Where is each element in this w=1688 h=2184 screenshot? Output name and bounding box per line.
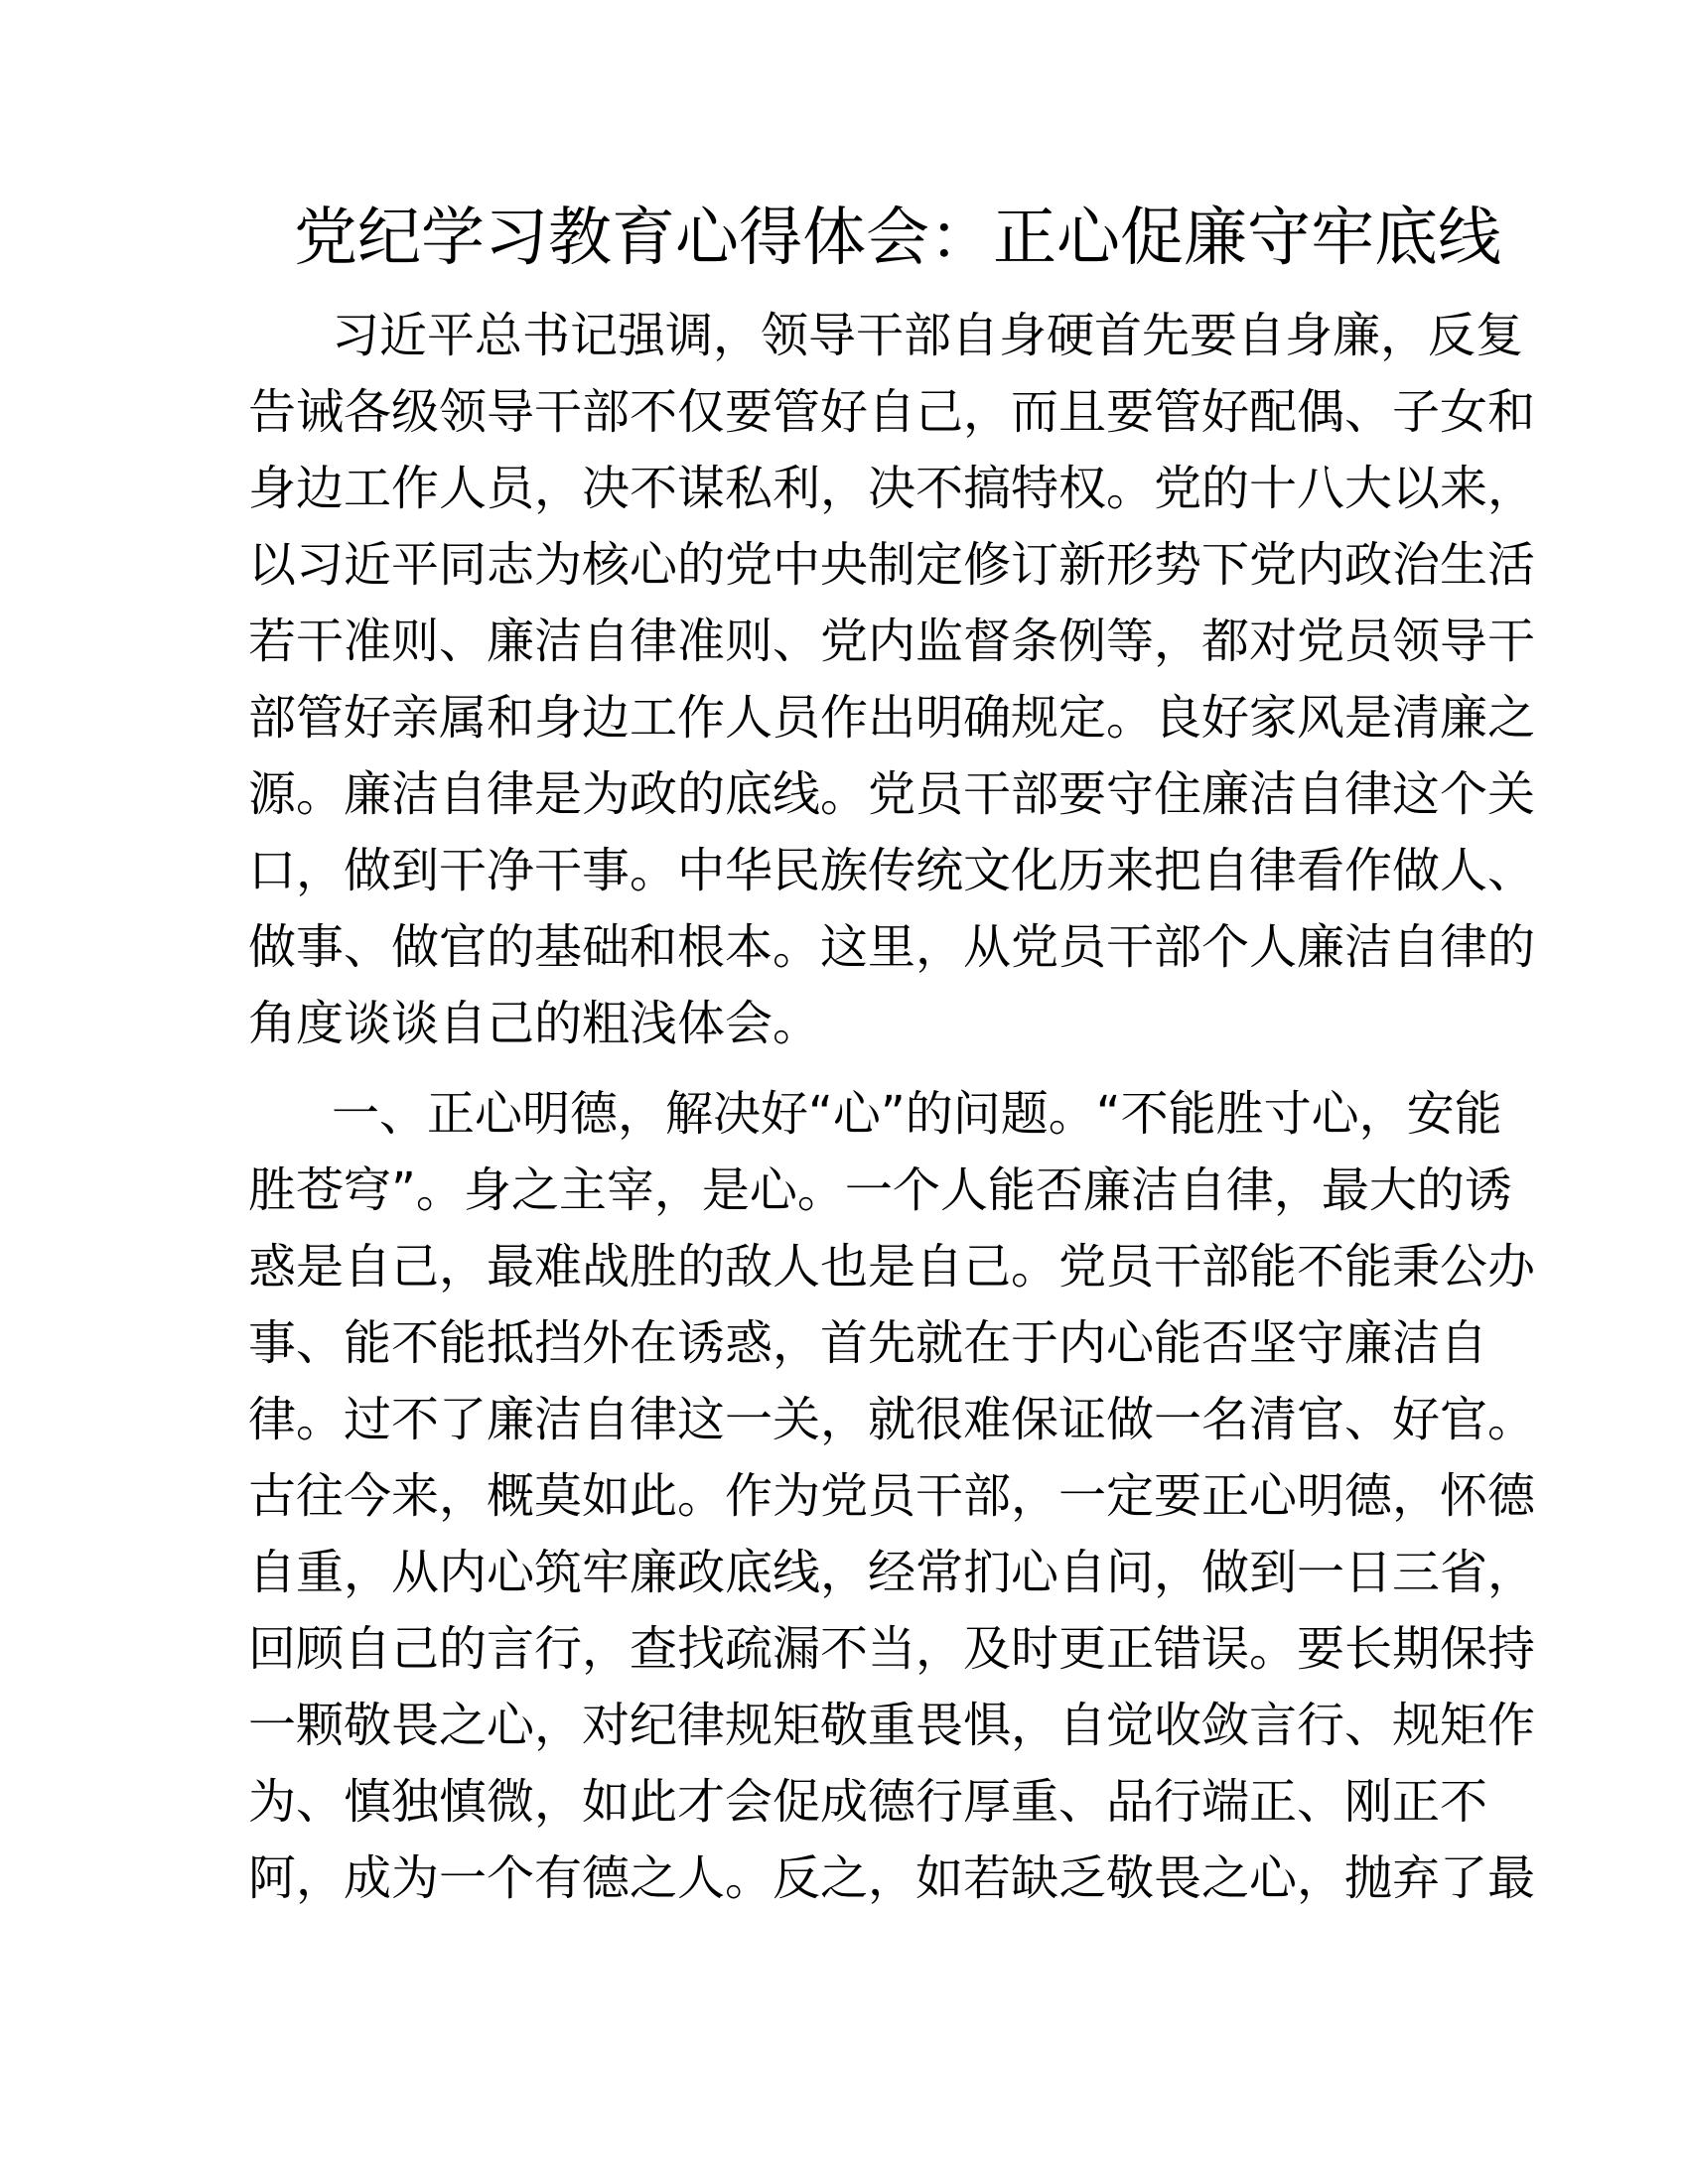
text-line: 身边工作人员，决不谋私利，决不搞特权。党的十八大以来， xyxy=(248,461,1536,516)
text-line: 告诫各级领导干部不仅要管好自己，而且要管好配偶、子女和 xyxy=(248,384,1536,440)
text-line: 习近平总书记强调，领导干部自身硬首先要自身廉，反复 xyxy=(332,308,1524,363)
paragraph-1 xyxy=(248,298,1536,1062)
paragraph-2 xyxy=(248,1076,1536,1917)
text-line: 阿，成为一个有德之人。反之，如若缺乏敬畏之心，抛弃了最 xyxy=(248,1850,1536,1906)
text-line: 做事、做官的基础和根本。这里，从党员干部个人廉洁自律的 xyxy=(248,919,1536,975)
text-line: 自重，从内心筑牢廉政底线，经常扪心自问，做到一日三省， xyxy=(248,1545,1536,1600)
text-line: 惑是自己，最难战胜的敌人也是自己。党员干部能不能秉公办 xyxy=(248,1239,1536,1295)
text-line: 一、正心明德，解决好“心”的问题。“不能胜寸心，安能 xyxy=(332,1086,1502,1142)
text-line: 事、能不能抵挡外在诱惑，首先就在于内心能否坚守廉洁自 xyxy=(248,1315,1488,1371)
text-line: 为、慎独慎微，如此才会促成德行厚重、品行端正、刚正不 xyxy=(248,1774,1488,1830)
text-line: 一颗敬畏之心，对纪律规矩敬重畏惧，自觉收敛言行、规矩作 xyxy=(248,1698,1536,1753)
text-line: 古往今来，概莫如此。作为党员干部，一定要正心明德，怀德 xyxy=(248,1468,1536,1524)
text-line: 角度谈谈自己的粗浅体会。 xyxy=(248,996,821,1051)
text-line: 部管好亲属和身边工作人员作出明确规定。良好家风是清廉之 xyxy=(248,690,1536,746)
text-line: 若干准则、廉洁自律准则、党内监督条例等，都对党员领导干 xyxy=(248,614,1536,669)
text-line: 源。廉洁自律是为政的底线。党员干部要守住廉洁自律这个关 xyxy=(248,766,1536,822)
text-line: 口，做到干净干事。中华民族传统文化历来把自律看作做人、 xyxy=(248,843,1536,898)
text-line: 律。过不了廉洁自律这一关，就很难保证做一名清官、好官。 xyxy=(248,1392,1536,1447)
text-line: 以习近平同志为核心的党中央制定修订新形势下党内政治生活 xyxy=(248,537,1536,593)
text-line: 回顾自己的言行，查找疏漏不当，及时更正错误。要长期保持 xyxy=(248,1621,1536,1677)
text-line: 胜苍穹”。身之主宰，是心。一个人能否廉洁自律，最大的诱 xyxy=(248,1162,1512,1218)
document-title: 党纪学习教育心得体会：正心促廉守牢底线 xyxy=(294,202,1501,275)
